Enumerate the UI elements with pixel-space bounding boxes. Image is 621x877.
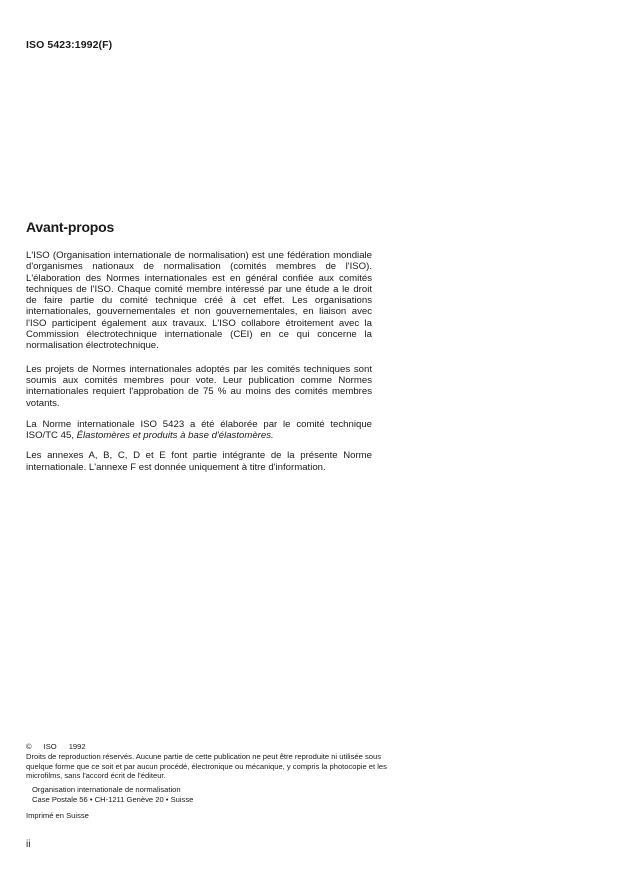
section-title: Avant-propos xyxy=(26,219,115,235)
copyright-line xyxy=(26,742,398,752)
paragraph: Les annexes A, B, C, D et E font partie intégrante de la présente Norme internationale. L'annexe F est donnée uniquement à titre d'information. xyxy=(26,450,372,473)
paragraph: Les projets de Normes internationales adoptés par les comités techniques sont soumis aux comités membres pour vote. Leur publication comme Normes internationales requiert l'approbation de 75 % au moins des comités membres votants. xyxy=(26,363,372,409)
paragraph: L'ISO (Organisation internationale de normalisation) est une fédération mondiale d'organismes nationaux de normalisation (comités membres de l'ISO). L'élaboration des Normes internationales est en général confiée aux comités techniques de l'ISO. Chaque comité membre intéressé par une étude a le droit de faire partie du comité technique créé à cet effet. Les organisations internationales, gouvernementales et non gouvernementales, en liaison avec l'ISO participent également aux travaux. L'ISO collabore étroitement avec la Commission électrotechnique internationale (CEI) en ce qui concerne la normalisation électrotechnique. xyxy=(26,250,372,352)
copyright-symbol: © xyxy=(26,742,32,751)
paragraph-text: La Norme internationale ISO 5423 a été élaborée par le comité technique ISO/TC 45, xyxy=(26,418,372,442)
foreword-body xyxy=(26,250,372,484)
copyright-block xyxy=(26,742,398,821)
copyright-org: ISO xyxy=(43,742,57,751)
paragraph xyxy=(26,419,372,442)
publisher-name: Organisation internationale de normalisation xyxy=(32,785,181,795)
committee-title: Élastomères et produits à base d'élastomères. xyxy=(76,430,274,442)
publisher-address: Case Postale 56 • CH-1211 Genève 20 • Suisse xyxy=(32,794,194,804)
rights-notice: Droits de reproduction réservés. Aucune partie de cette publication ne peut être reproduite ni utilisée sous quelque forme que ce soit et par aucun procédé, électronique ou mécanique, y compris la photocopie et les microfilms, sans l'accord écrit de l'éditeur. xyxy=(26,751,387,781)
copyright-year: 1992 xyxy=(68,742,86,751)
printed-in: Imprimé en Suisse xyxy=(26,810,89,820)
document-id: ISO 5423:1992(F) xyxy=(26,39,113,51)
publisher-info xyxy=(32,785,398,805)
page-number: ii xyxy=(26,839,31,850)
